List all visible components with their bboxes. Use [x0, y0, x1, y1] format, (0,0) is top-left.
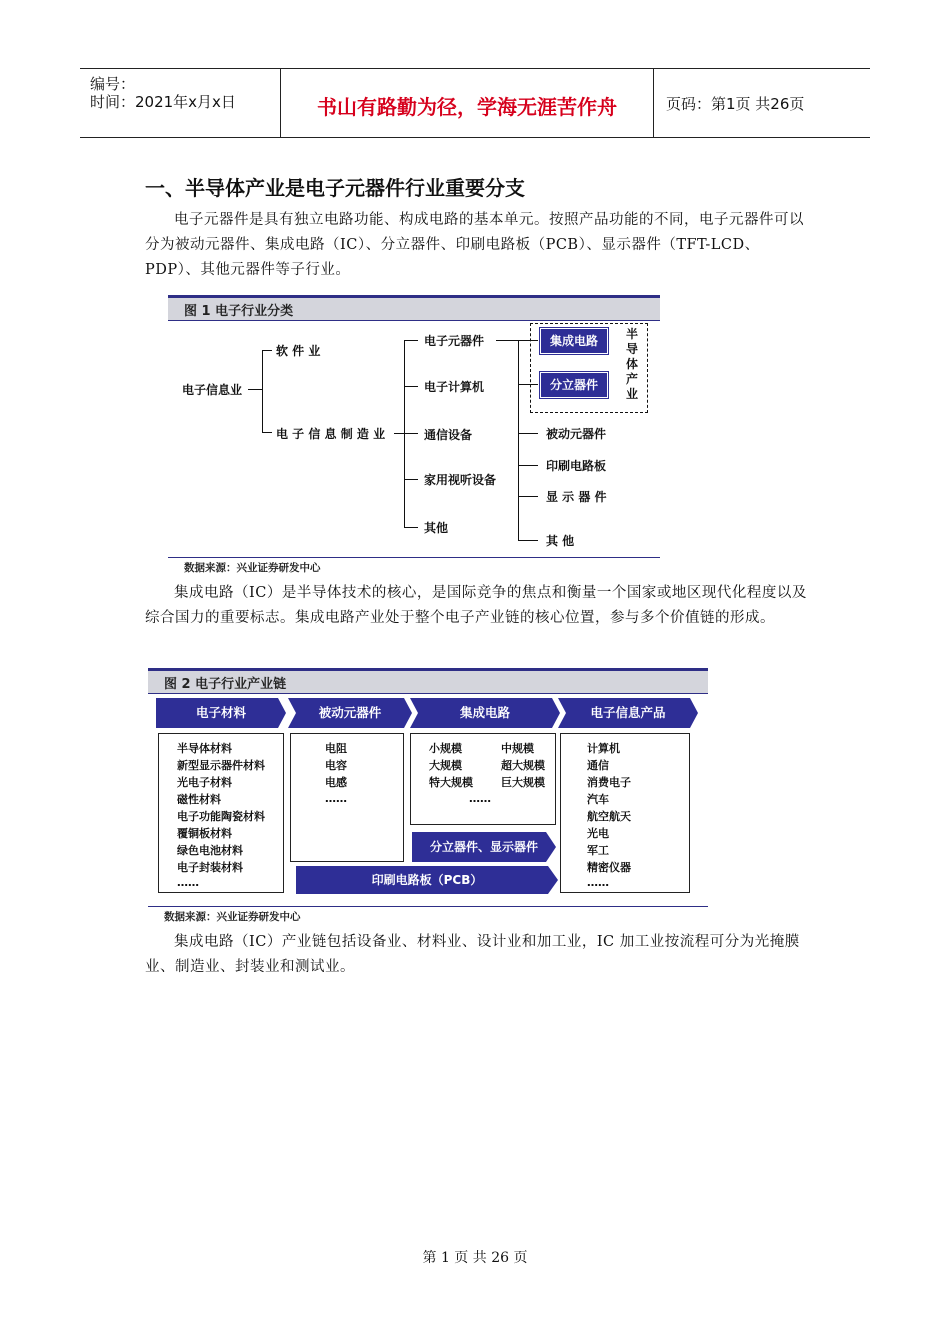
connector [248, 389, 262, 390]
connector [404, 386, 418, 387]
list-item: 半导体材料 [177, 742, 232, 755]
list-item: 电阻 [325, 742, 347, 755]
figure-source: 数据来源：兴业证券研发中心 [184, 562, 321, 574]
connector [404, 433, 418, 434]
pcb-bar: 印刷电路板（PCB） [296, 866, 558, 894]
connector [496, 340, 518, 341]
list-item: 消费电子 [587, 776, 631, 789]
list-item: 电感 [325, 776, 347, 789]
list-item: 电子封装材料 [177, 861, 243, 874]
list-item: 磁性材料 [177, 793, 221, 806]
list-item: 特大规模 [429, 776, 473, 789]
list-item: 小规模 [429, 742, 462, 755]
node-display: 显 示 器 件 [546, 490, 607, 504]
node-manufacturing: 电 子 信 息 制 造 业 [276, 427, 386, 441]
list-item: …… [325, 792, 347, 805]
node-integrated-circuit: 集成电路 [540, 328, 608, 354]
header-page-label: 页码：第1页 共26页 [666, 95, 805, 113]
connector [394, 433, 404, 434]
stage-electronic-materials: 电子材料 [156, 698, 286, 728]
list-item: 通信 [587, 759, 609, 772]
page-header [80, 68, 870, 138]
header-motto: 书山有路勤为径，学海无涯苦作舟 [317, 95, 617, 119]
list-item: 中规模 [501, 742, 534, 755]
figure-title: 图 2 电子行业产业链 [164, 677, 287, 692]
list-item: 电容 [325, 759, 347, 772]
ic-panel [410, 733, 556, 825]
connector [262, 350, 263, 432]
figure-bottom-rule [148, 906, 708, 907]
list-item: …… [469, 792, 491, 805]
list-item: 新型显示器件材料 [177, 759, 265, 772]
node-software: 软 件 业 [276, 344, 321, 358]
header-page-cell [654, 69, 870, 137]
connector [262, 350, 272, 351]
list-item: 大规模 [429, 759, 462, 772]
discrete-display-bar: 分立器件、显示器件 [412, 832, 556, 862]
semiconductor-group-label: 半导体产业 [625, 327, 638, 401]
header-meta-cell [80, 69, 281, 137]
node-other-manufacturing: 其他 [424, 521, 449, 535]
paragraph-2: 集成电路（IC）是半导体技术的核心，是国际竞争的焦点和衡量一个国家或地区现代化程度以及综合国力的重要标志。集成电路产业处于整个电子产业链的核心位置，参与多个价值链的形成。 [145, 585, 807, 626]
list-item: …… [587, 876, 609, 889]
list-item: 绿色电池材料 [177, 844, 243, 857]
list-item: 覆铜板材料 [177, 827, 232, 840]
list-item: 巨大规模 [501, 776, 545, 789]
paragraph-3: 集成电路（IC）产业链包括设备业、材料业、设计业和加工业，IC 加工业按流程可分为光掩膜业、制造业、封装业和测试业。 [145, 934, 800, 975]
list-item: 光电 [587, 827, 609, 840]
list-item: …… [177, 876, 199, 889]
figure-title-bar [168, 295, 660, 321]
connector [518, 340, 519, 540]
node-discrete-devices: 分立器件 [540, 372, 608, 398]
connector [404, 527, 418, 528]
figure-title: 图 1 电子行业分类 [184, 304, 294, 319]
figure-bottom-rule [168, 557, 660, 558]
document-date-label: 时间：2021年x月x日 [90, 93, 236, 111]
header-motto-cell [281, 69, 654, 137]
list-item: 精密仪器 [587, 861, 631, 874]
passive-panel [290, 733, 404, 862]
stage-information-products: 电子信息产品 [558, 698, 698, 728]
connector [518, 496, 538, 497]
paragraph-1: 电子元器件是具有独立电路功能、构成电路的基本单元。按照产品功能的不同，电子元器件可以分为被动元器件、集成电路（IC）、分立器件、印刷电路板（PCB）、显示器件（TFT-LCD、PDP）、其他元器件等子行业。 [145, 212, 804, 278]
node-pcb: 印刷电路板 [546, 459, 607, 473]
node-root: 电子信息业 [182, 383, 243, 397]
list-item: 电子功能陶瓷材料 [177, 810, 265, 823]
node-components: 电子元器件 [424, 334, 485, 348]
connector [404, 479, 418, 480]
figure-1-industry-classification [168, 295, 660, 575]
stage-integrated-circuits: 集成电路 [410, 698, 560, 728]
figure-2-industry-chain [148, 668, 708, 930]
connector [518, 465, 538, 466]
section-title: 一、半导体产业是电子元器件行业重要分支 [145, 176, 525, 200]
list-item: 航空航天 [587, 810, 631, 823]
figure-title-bar [148, 668, 708, 694]
node-passive: 被动元器件 [546, 427, 607, 441]
list-item: 光电子材料 [177, 776, 232, 789]
connector [404, 340, 418, 341]
connector [518, 540, 538, 541]
materials-panel [158, 733, 284, 893]
figure-source: 数据来源：兴业证券研发中心 [164, 911, 301, 923]
stage-passive-components: 被动元器件 [288, 698, 412, 728]
list-item: 汽车 [587, 793, 609, 806]
node-computers: 电子计算机 [424, 380, 485, 394]
document-number-label: 编号： [90, 75, 136, 93]
list-item: 超大规模 [501, 759, 545, 772]
connector [262, 432, 272, 433]
connector [518, 433, 538, 434]
list-item: 军工 [587, 844, 609, 857]
node-av-equipment: 家用视听设备 [424, 473, 497, 487]
node-communication: 通信设备 [424, 428, 473, 442]
page-footer: 第 1 页 共 26 页 [422, 1250, 528, 1266]
list-item: 计算机 [587, 742, 620, 755]
products-panel [560, 733, 690, 893]
node-other-components: 其 他 [546, 534, 575, 548]
